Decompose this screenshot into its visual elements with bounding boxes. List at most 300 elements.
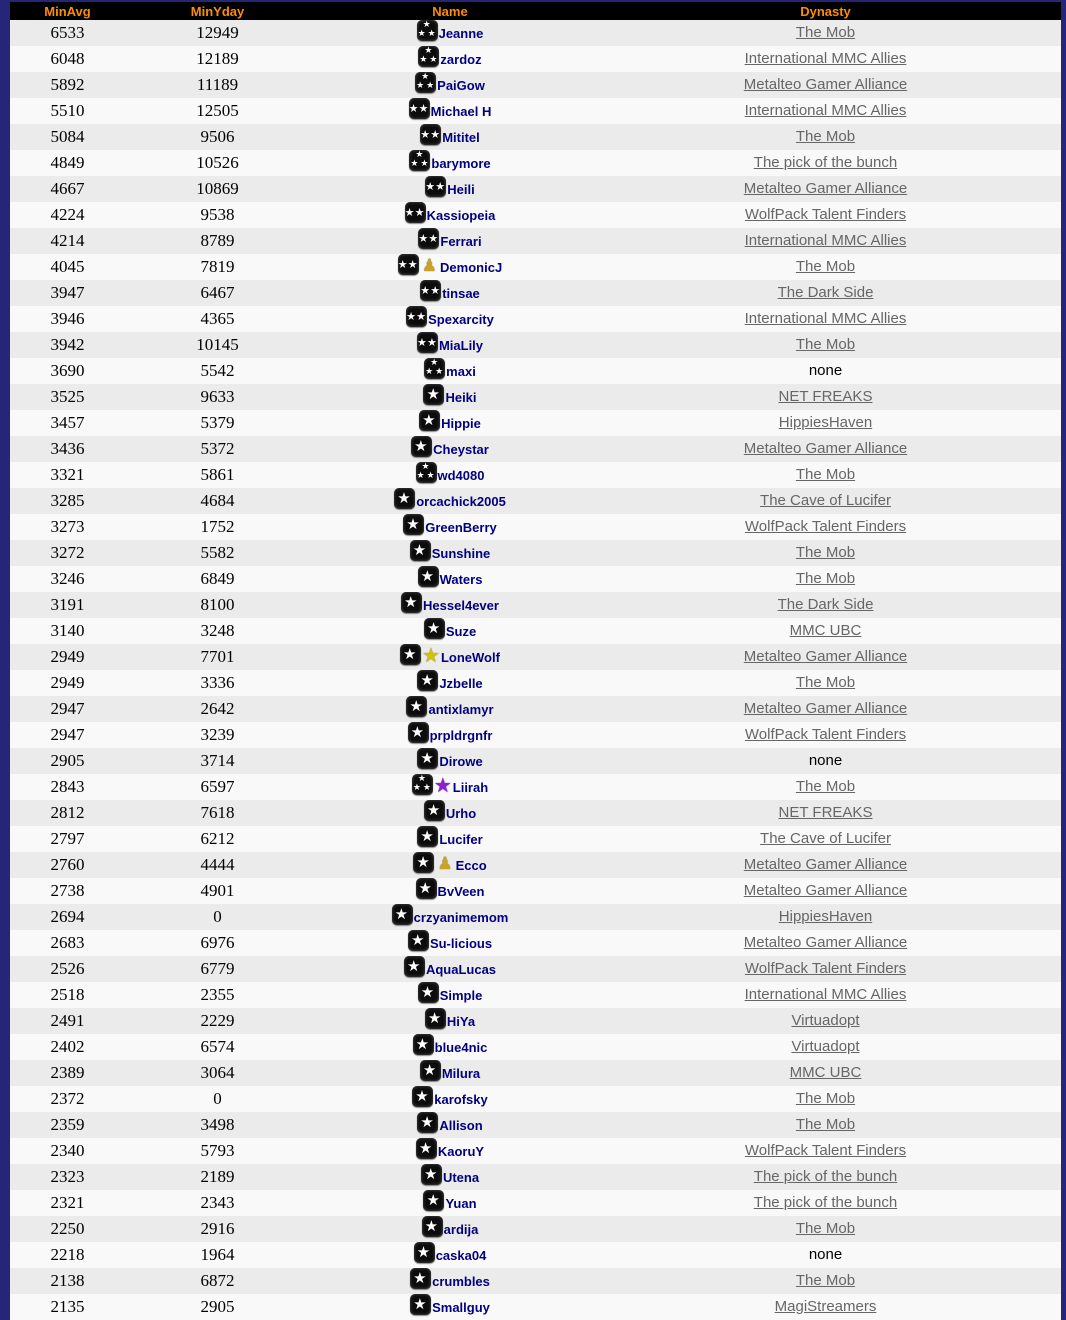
dynasty-cell: [590, 592, 1061, 618]
min-avg-value: 3942: [50, 335, 85, 354]
dynasty-link[interactable]: Metalteo Gamer Alliance: [743, 882, 908, 899]
player-name-link[interactable]: PaiGow: [437, 78, 485, 93]
min-yday-value: 5542: [200, 361, 235, 380]
dynasty-link[interactable]: The Mob: [795, 1116, 856, 1133]
min-yday-value: 3336: [200, 673, 235, 692]
min-avg-value: 5892: [50, 75, 85, 94]
player-cell: [310, 566, 590, 592]
min-avg-value: 4045: [50, 257, 85, 276]
dynasty-link[interactable]: Metalteo Gamer Alliance: [743, 648, 908, 665]
dynasty-cell: [590, 618, 1061, 644]
min-avg-value: 3191: [50, 595, 85, 614]
min-yday-value: 6976: [200, 933, 235, 952]
player-name-link[interactable]: Utena: [442, 1170, 480, 1185]
dynasty-cell: [590, 904, 1061, 930]
table-row: [10, 176, 1061, 202]
dynasty-cell: [590, 202, 1061, 228]
min-avg-value: 3321: [50, 465, 85, 484]
dynasty-link[interactable]: Virtuadopt: [791, 1038, 860, 1055]
player-name-link[interactable]: GreenBerry: [425, 520, 497, 535]
table-row: [10, 982, 1061, 1008]
table-row: [10, 280, 1061, 306]
min-yday-value: 2916: [200, 1219, 235, 1238]
table-row: [10, 566, 1061, 592]
player-cell: [310, 1112, 590, 1138]
player-name-link[interactable]: maxi: [446, 364, 476, 379]
player-rank-icon: ★ ★: [420, 280, 441, 301]
player-name-link[interactable]: Jzbelle: [439, 676, 483, 691]
min-avg-value: 3285: [50, 491, 85, 510]
player-name-link[interactable]: Allison: [439, 1118, 483, 1133]
min-yday-value: 2229: [200, 1011, 235, 1030]
min-yday-value: 0: [213, 1089, 222, 1108]
dynasty-cell: [590, 20, 1061, 46]
min-yday-value: 1752: [200, 517, 235, 536]
player-name-link[interactable]: barymore: [431, 156, 491, 171]
player-name-link[interactable]: Kassiopeia: [426, 208, 496, 223]
dynasty-cell: [590, 670, 1061, 696]
player-name-link[interactable]: orcachick2005: [416, 494, 506, 509]
dynasty-link[interactable]: Metalteo Gamer Alliance: [743, 76, 908, 93]
table-row: [10, 1112, 1061, 1138]
player-rank-icon: ★ ★ ★: [419, 46, 438, 65]
dynasty-cell: [590, 150, 1061, 176]
player-cell: [310, 1268, 590, 1294]
min-avg-value: 2372: [50, 1089, 85, 1108]
dynasty-link[interactable]: International MMC Allies: [744, 232, 907, 249]
dynasty-cell: [590, 488, 1061, 514]
gold-star-icon: ★: [422, 643, 440, 667]
min-avg-value: 3273: [50, 517, 85, 536]
dynasty-link[interactable]: International MMC Allies: [744, 50, 907, 67]
player-name-link[interactable]: HiYa: [446, 1014, 476, 1029]
min-yday-value: 8100: [200, 595, 235, 614]
column-header-minavg: MinAvg: [10, 2, 125, 20]
dynasty-link[interactable]: The Mob: [795, 1272, 856, 1289]
dynasty-link[interactable]: The pick of the bunch: [753, 1194, 898, 1211]
min-yday-value: 12949: [196, 23, 239, 42]
table-row: [10, 1190, 1061, 1216]
min-avg-value: 2694: [50, 907, 85, 926]
dynasty-link[interactable]: NET FREAKS: [778, 388, 873, 405]
player-name-link[interactable]: crzyanimemom: [413, 910, 509, 925]
dynasty-link[interactable]: Metalteo Gamer Alliance: [743, 856, 908, 873]
leaderboard-body: [10, 20, 1061, 1320]
dynasty-cell: [590, 566, 1061, 592]
dynasty-link[interactable]: The Mob: [795, 674, 856, 691]
column-header-dynasty: Dynasty: [590, 2, 1061, 20]
player-name-link[interactable]: blue4nic: [434, 1040, 488, 1055]
player-cell: [310, 462, 590, 488]
min-yday-value: 9538: [200, 205, 235, 224]
dynasty-link[interactable]: HippiesHaven: [778, 414, 873, 431]
dynasty-cell: [590, 878, 1061, 904]
table-row: [10, 800, 1061, 826]
min-yday-value: 3714: [200, 751, 235, 770]
player-name-link[interactable]: Yuan: [445, 1196, 477, 1211]
player-rank-icon: ★: [425, 1008, 446, 1029]
dynasty-cell: [590, 280, 1061, 306]
min-yday-value: 3498: [200, 1115, 235, 1134]
min-yday-value: 6779: [200, 959, 235, 978]
player-rank-icon: ★: [413, 1034, 434, 1055]
dynasty-link[interactable]: International MMC Allies: [744, 310, 907, 327]
player-name-link[interactable]: KaoruY: [437, 1144, 485, 1159]
table-row: [10, 904, 1061, 930]
min-yday-value: 2905: [200, 1297, 235, 1316]
dynasty-cell: [590, 384, 1061, 410]
player-cell: [310, 228, 590, 254]
min-avg-value: 4224: [50, 205, 85, 224]
min-avg-value: 2949: [50, 647, 85, 666]
min-yday-value: 10145: [196, 335, 239, 354]
player-name-link[interactable]: Jeanne: [438, 26, 484, 41]
dynasty-link[interactable]: The Cave of Lucifer: [760, 492, 891, 509]
min-yday-value: 6872: [200, 1271, 235, 1290]
min-yday-value: 6849: [200, 569, 235, 588]
min-yday-value: 3239: [200, 725, 235, 744]
player-name-link[interactable]: Cheystar: [433, 442, 489, 457]
player-rank-icon: ★: [413, 852, 434, 873]
dynasty-cell: [590, 1138, 1061, 1164]
player-rank-icon: ★: [419, 410, 440, 431]
player-cell: [310, 1034, 590, 1060]
player-rank-icon: ★: [423, 384, 444, 405]
min-yday-value: 6574: [200, 1037, 235, 1056]
player-cell: [310, 202, 590, 228]
player-name-link[interactable]: ardija: [443, 1222, 479, 1237]
player-cell: [310, 1242, 590, 1268]
min-avg-value: 3525: [50, 387, 85, 406]
dynasty-cell: [590, 1060, 1061, 1086]
player-rank-icon: ★: [403, 514, 424, 535]
min-avg-value: 3947: [50, 283, 85, 302]
dynasty-link[interactable]: Metalteo Gamer Alliance: [743, 934, 908, 951]
player-name-link[interactable]: Suze: [445, 624, 477, 639]
min-avg-value: 2812: [50, 803, 85, 822]
table-row: [10, 332, 1061, 358]
player-cell: [310, 514, 590, 540]
player-cell: [310, 878, 590, 904]
dynasty-link[interactable]: The Mob: [795, 1090, 856, 1107]
table-row: [10, 852, 1061, 878]
table-row: [10, 696, 1061, 722]
player-name-link[interactable]: antixlamyr: [428, 702, 494, 717]
table-row: [10, 228, 1061, 254]
dynasty-cell: [590, 1242, 1061, 1268]
player-cell: [310, 1190, 590, 1216]
player-cell: [310, 800, 590, 826]
dynasty-link[interactable]: NET FREAKS: [778, 804, 873, 821]
dynasty-link[interactable]: MMC UBC: [789, 622, 862, 639]
dynasty-link[interactable]: International MMC Allies: [744, 986, 907, 1003]
player-rank-icon: ★ ★: [417, 332, 438, 353]
dynasty-link[interactable]: HippiesHaven: [778, 908, 873, 925]
trophy-icon: ♟: [437, 854, 453, 874]
min-avg-value: 2359: [50, 1115, 85, 1134]
min-avg-value: 2947: [50, 699, 85, 718]
player-name-link[interactable]: Ecco: [455, 858, 487, 873]
min-yday-value: 3064: [200, 1063, 235, 1082]
min-avg-value: 2135: [50, 1297, 85, 1316]
dynasty-cell: [590, 98, 1061, 124]
table-row: [10, 1138, 1061, 1164]
min-avg-value: 2491: [50, 1011, 85, 1030]
player-cell: [310, 904, 590, 930]
dynasty-none-label: none: [808, 362, 843, 379]
player-rank-icon: ★ ★: [406, 306, 427, 327]
min-avg-value: 3690: [50, 361, 85, 380]
player-name-link[interactable]: crumbles: [432, 1274, 490, 1289]
min-avg-value: 2526: [50, 959, 85, 978]
player-name-link[interactable]: Simple: [439, 988, 483, 1003]
player-name-link[interactable]: Dirowe: [439, 754, 483, 769]
player-cell: [310, 748, 590, 774]
player-name-link[interactable]: prpldrgnfr: [429, 728, 493, 743]
table-row: [10, 1164, 1061, 1190]
player-cell: [310, 332, 590, 358]
table-row: [10, 1034, 1061, 1060]
dynasty-cell: [590, 332, 1061, 358]
min-avg-value: 2760: [50, 855, 85, 874]
player-cell: [310, 982, 590, 1008]
player-cell: [310, 956, 590, 982]
player-name-link[interactable]: DemonicJ: [440, 260, 503, 275]
dynasty-link[interactable]: WolfPack Talent Finders: [744, 960, 907, 977]
player-rank-icon: ★: [418, 566, 439, 587]
player-cell: [310, 722, 590, 748]
dynasty-link[interactable]: WolfPack Talent Finders: [744, 726, 907, 743]
min-yday-value: 2343: [200, 1193, 235, 1212]
player-name-link[interactable]: Heiki: [445, 390, 477, 405]
table-row: [10, 98, 1061, 124]
player-name-link[interactable]: wd4080: [437, 468, 485, 483]
min-yday-value: 7618: [200, 803, 235, 822]
dynasty-link[interactable]: WolfPack Talent Finders: [744, 518, 907, 535]
dynasty-none-label: none: [808, 752, 843, 769]
dynasty-link[interactable]: The Mob: [795, 128, 856, 145]
min-avg-value: 6048: [50, 49, 85, 68]
player-name-link[interactable]: Su-licious: [429, 936, 493, 951]
player-rank-icon: ★: [404, 956, 425, 977]
player-cell: [310, 644, 590, 670]
table-row: [10, 1060, 1061, 1086]
player-rank-icon: ★ ★ ★: [416, 462, 435, 481]
player-name-link[interactable]: MiaLily: [438, 338, 484, 353]
min-avg-value: 2340: [50, 1141, 85, 1160]
player-rank-icon: ★: [392, 904, 413, 925]
dynasty-cell: [590, 1294, 1061, 1320]
column-header-name: Name: [310, 2, 590, 20]
player-rank-icon: ★: [408, 930, 429, 951]
min-avg-value: 3436: [50, 439, 85, 458]
dynasty-cell: [590, 774, 1061, 800]
player-rank-icon: ★ ★: [418, 228, 439, 249]
min-yday-value: 5582: [200, 543, 235, 562]
player-name-link[interactable]: zardoz: [440, 52, 482, 67]
min-avg-value: 2138: [50, 1271, 85, 1290]
dynasty-cell: [590, 540, 1061, 566]
table-row: [10, 410, 1061, 436]
min-avg-value: 3246: [50, 569, 85, 588]
player-cell: [310, 774, 590, 800]
player-cell: [310, 98, 590, 124]
dynasty-cell: [590, 358, 1061, 384]
player-cell: [310, 696, 590, 722]
dynasty-link[interactable]: International MMC Allies: [744, 102, 907, 119]
dynasty-cell: [590, 748, 1061, 774]
dynasty-cell: [590, 176, 1061, 202]
dynasty-link[interactable]: The Mob: [795, 1220, 856, 1237]
dynasty-link[interactable]: Metalteo Gamer Alliance: [743, 700, 908, 717]
dynasty-cell: [590, 1164, 1061, 1190]
player-name-link[interactable]: Milura: [441, 1066, 481, 1081]
min-avg-value: 2402: [50, 1037, 85, 1056]
table-row: [10, 46, 1061, 72]
player-name-link[interactable]: Hessel4ever: [423, 598, 499, 613]
player-rank-icon: ★ ★: [405, 202, 426, 223]
min-avg-value: 4849: [50, 153, 85, 172]
player-rank-icon: ★: [424, 800, 445, 821]
player-name-link[interactable]: Lucifer: [439, 832, 483, 847]
table-header: [10, 2, 1061, 20]
min-yday-value: 4901: [200, 881, 235, 900]
player-cell: [310, 540, 590, 566]
player-name-link[interactable]: Urho: [445, 806, 477, 821]
min-yday-value: 5861: [200, 465, 235, 484]
player-name-link[interactable]: Hippie: [441, 416, 481, 431]
player-cell: [310, 280, 590, 306]
dynasty-cell: [590, 956, 1061, 982]
dynasty-link[interactable]: The Mob: [795, 466, 856, 483]
dynasty-link[interactable]: The pick of the bunch: [753, 1168, 898, 1185]
player-rank-icon: ★: [414, 1242, 435, 1263]
player-name-link[interactable]: Liirah: [452, 780, 489, 795]
player-cell: [310, 1060, 590, 1086]
min-avg-value: 2738: [50, 881, 85, 900]
min-avg-value: 2389: [50, 1063, 85, 1082]
player-rank-icon: ★: [412, 1086, 433, 1107]
table-row: [10, 150, 1061, 176]
table-row: [10, 1268, 1061, 1294]
player-rank-icon: ★: [417, 826, 438, 847]
dynasty-cell: [590, 436, 1061, 462]
leaderboard-table: [10, 2, 1061, 1320]
dynasty-cell: [590, 46, 1061, 72]
dynasty-link[interactable]: WolfPack Talent Finders: [744, 206, 907, 223]
min-yday-value: 6212: [200, 829, 235, 848]
dynasty-cell: [590, 124, 1061, 150]
player-cell: [310, 1138, 590, 1164]
dynasty-cell: [590, 930, 1061, 956]
dynasty-link[interactable]: The Mob: [795, 570, 856, 587]
player-name-link[interactable]: caska04: [435, 1248, 487, 1263]
player-name-link[interactable]: Ferrari: [440, 234, 482, 249]
player-cell: [310, 176, 590, 202]
dynasty-link[interactable]: The Mob: [795, 258, 856, 275]
table-row: [10, 358, 1061, 384]
player-name-link[interactable]: BvVeen: [437, 884, 485, 899]
player-name-link[interactable]: Spexarcity: [428, 312, 494, 327]
dynasty-link[interactable]: MMC UBC: [789, 1064, 862, 1081]
dynasty-link[interactable]: The Mob: [795, 544, 856, 561]
dynasty-cell: [590, 696, 1061, 722]
table-row: [10, 1086, 1061, 1112]
player-name-link[interactable]: Smallguy: [432, 1300, 490, 1315]
player-rank-icon: ★: [406, 696, 427, 717]
dynasty-cell: [590, 1268, 1061, 1294]
dynasty-link[interactable]: The Dark Side: [777, 596, 874, 613]
dynasty-link[interactable]: Metalteo Gamer Alliance: [743, 440, 908, 457]
min-yday-value: 5379: [200, 413, 235, 432]
player-cell: [310, 1164, 590, 1190]
dynasty-link[interactable]: The Cave of Lucifer: [760, 830, 891, 847]
player-cell: [310, 1216, 590, 1242]
min-yday-value: 6467: [200, 283, 235, 302]
dynasty-link[interactable]: Virtuadopt: [791, 1012, 860, 1029]
min-yday-value: 1964: [200, 1245, 235, 1264]
dynasty-link[interactable]: The Mob: [795, 24, 856, 41]
min-avg-value: 5084: [50, 127, 85, 146]
min-yday-value: 2642: [200, 699, 235, 718]
min-yday-value: 5793: [200, 1141, 235, 1160]
player-cell: [310, 384, 590, 410]
player-name-link[interactable]: Mititel: [442, 130, 480, 145]
table-row: [10, 462, 1061, 488]
dynasty-link[interactable]: The Mob: [795, 336, 856, 353]
player-name-link[interactable]: Heili: [447, 182, 475, 197]
player-name-link[interactable]: karofsky: [434, 1092, 488, 1107]
player-cell: [310, 410, 590, 436]
player-name-link[interactable]: Waters: [439, 572, 483, 587]
dynasty-link[interactable]: The pick of the bunch: [753, 154, 898, 171]
table-row: [10, 722, 1061, 748]
min-yday-value: 4365: [200, 309, 235, 328]
min-yday-value: 10869: [196, 179, 239, 198]
dynasty-cell: [590, 852, 1061, 878]
table-row: [10, 1008, 1061, 1034]
dynasty-link[interactable]: Metalteo Gamer Alliance: [743, 180, 908, 197]
player-name-link[interactable]: Sunshine: [431, 546, 491, 561]
dynasty-link[interactable]: MagiStreamers: [774, 1298, 877, 1315]
min-yday-value: 8789: [200, 231, 235, 250]
dynasty-link[interactable]: The Mob: [795, 778, 856, 795]
player-name-link[interactable]: Michael H: [430, 104, 492, 119]
player-name-link[interactable]: LoneWolf: [440, 650, 500, 665]
player-cell: [310, 150, 590, 176]
min-avg-value: 2321: [50, 1193, 85, 1212]
min-yday-value: 3248: [200, 621, 235, 640]
dynasty-link[interactable]: WolfPack Talent Finders: [744, 1142, 907, 1159]
table-row: [10, 592, 1061, 618]
player-cell: [310, 592, 590, 618]
min-yday-value: 2355: [200, 985, 235, 1004]
player-name-link[interactable]: tinsae: [442, 286, 480, 301]
player-rank-icon: ★: [410, 540, 431, 561]
table-row: [10, 878, 1061, 904]
player-cell: [310, 1086, 590, 1112]
player-rank-icon: ★: [416, 1138, 437, 1159]
table-row: [10, 20, 1061, 46]
player-rank-icon: ★: [422, 1216, 443, 1237]
table-row: [10, 202, 1061, 228]
min-avg-value: 3946: [50, 309, 85, 328]
player-rank-icon: ★ ★ ★: [425, 358, 444, 377]
player-cell: [310, 488, 590, 514]
player-name-link[interactable]: AquaLucas: [425, 962, 497, 977]
dynasty-link[interactable]: The Dark Side: [777, 284, 874, 301]
player-rank-icon: ★ ★ ★: [410, 150, 429, 169]
